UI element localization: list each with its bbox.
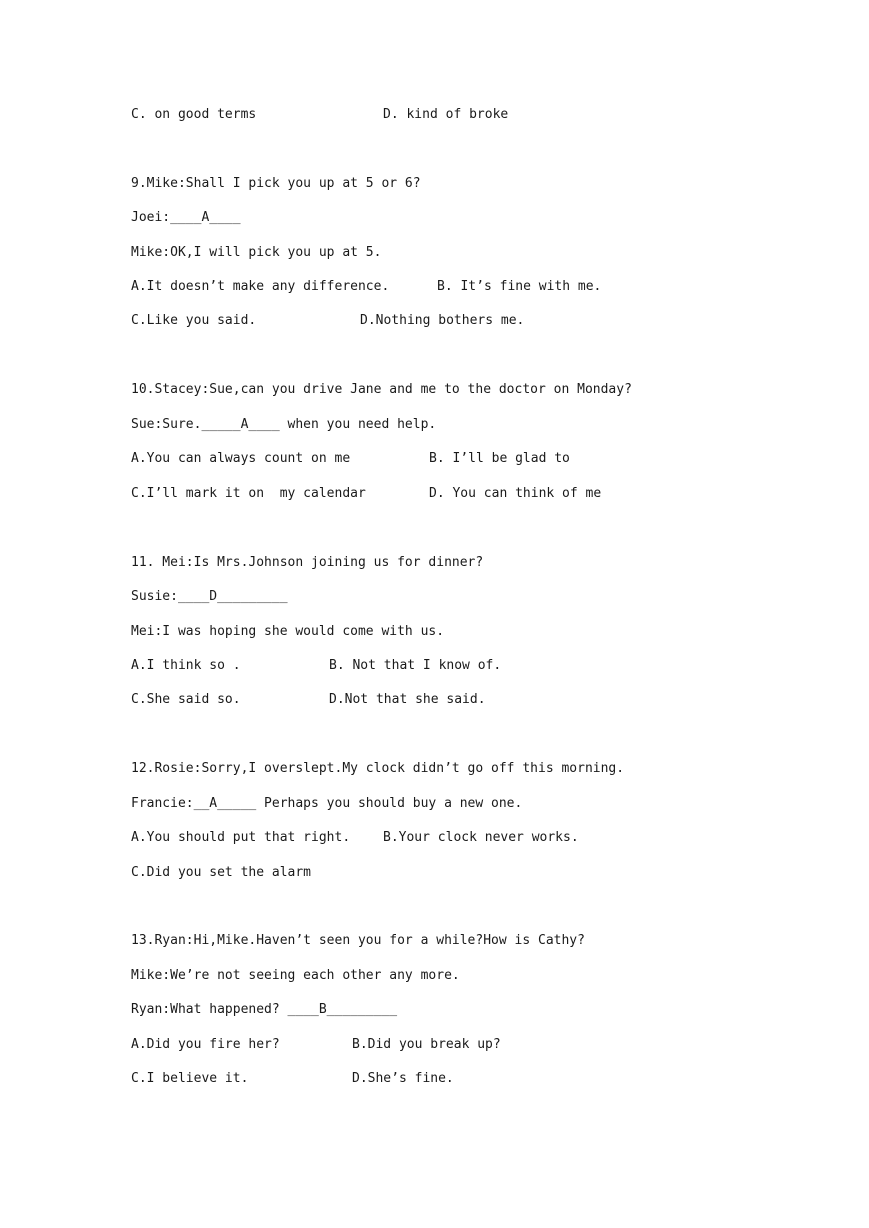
q9-followup: Mike:OK,I will pick you up at 5. [131,245,382,260]
q11-option-d: D.Not that she said. [329,692,486,707]
q10-question: 10.Stacey:Sue,can you drive Jane and me to the doctor on Monday? [131,382,632,397]
q12-option-b: B.Your clock never works. [383,830,579,845]
q9-response: Joei:____A____ [131,210,241,225]
q8-option-c: C. on good terms [131,107,257,122]
q9-option-b: B. It’s fine with me. [437,279,602,294]
q12-option-c: C.Did you set the alarm [131,865,312,880]
q11-followup: Mei:I was hoping she would come with us. [131,624,445,639]
q13-response: Ryan:What happened? ____B_________ [131,1002,398,1017]
q10-option-c: C.I’ll mark it on my calendar [131,486,366,501]
q13-option-a: A.Did you fire her? [131,1037,280,1052]
q11-option-a: A.I think so . [131,658,241,673]
q10-option-b: B. I’ll be glad to [429,451,570,466]
q8-option-d: D. kind of broke [383,107,509,122]
q10-response: Sue:Sure._____A____ when you need help. [131,417,437,432]
q9-option-c: C.Like you said. [131,313,257,328]
q9-option-d: D.Nothing bothers me. [360,313,525,328]
q11-response: Susie:____D_________ [131,589,288,604]
q13-question: 13.Ryan:Hi,Mike.Haven’t seen you for a while?How is Cathy? [131,933,585,948]
q11-question: 11. Mei:Is Mrs.Johnson joining us for dinner? [131,555,484,570]
q11-option-c: C.She said so. [131,692,241,707]
q12-question: 12.Rosie:Sorry,I overslept.My clock didn’t go off this morning. [131,761,625,776]
q13-option-c: C.I believe it. [131,1071,249,1086]
q13-option-b: B.Did you break up? [352,1037,501,1052]
q10-option-d: D. You can think of me [429,486,602,501]
q12-option-a: A.You should put that right. [131,830,351,845]
q13-option-d: D.She’s fine. [352,1071,454,1086]
q9-question: 9.Mike:Shall I pick you up at 5 or 6? [131,176,421,191]
q12-response: Francie:__A_____ Perhaps you should buy a new one. [131,796,523,811]
q11-option-b: B. Not that I know of. [329,658,502,673]
q10-option-a: A.You can always count on me [131,451,351,466]
q13-line-2: Mike:We’re not seeing each other any more. [131,968,460,983]
q9-option-a: A.It doesn’t make any difference. [131,279,390,294]
